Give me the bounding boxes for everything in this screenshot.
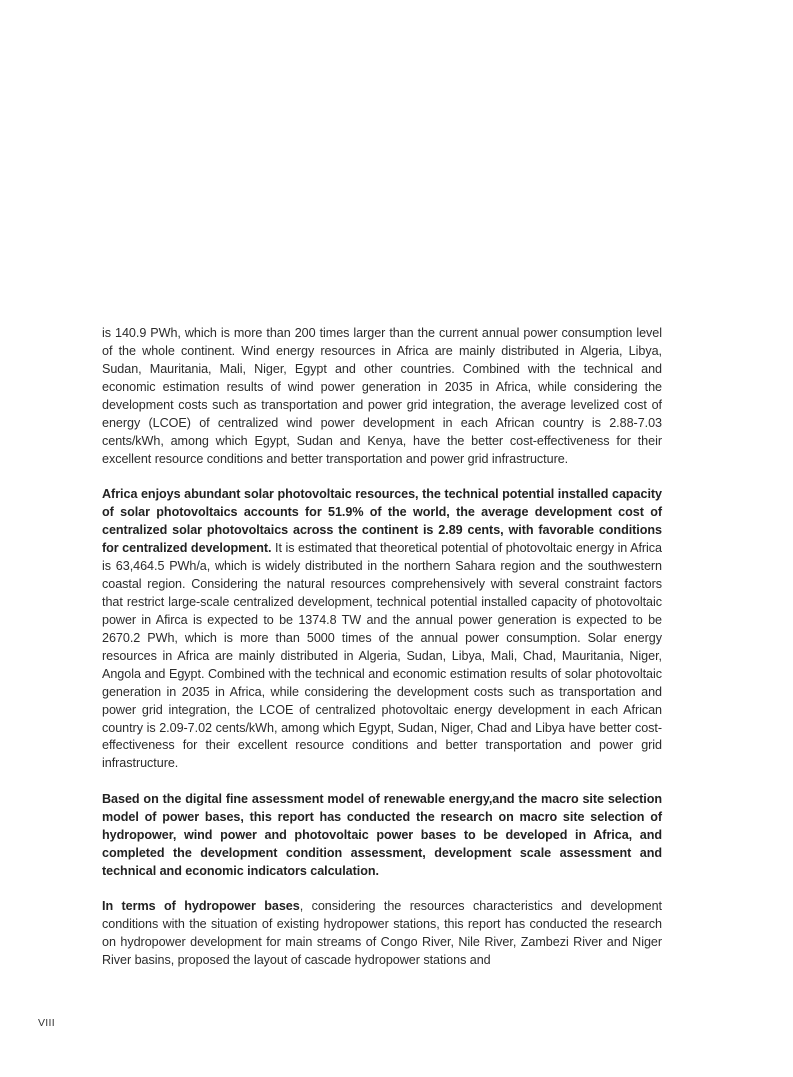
paragraph-bold-lead: Based on the digital fine assessment model of renewable energy,and the macro site selection model of power bases, this report has conducted the research on macro site selection of hydropower, wind power and photovoltaic power bases to be developed in Africa, and completed the development condition assessment, development scale assessment and technical and economic indicators calculation. — [102, 791, 662, 878]
paragraph-text: , considering the resources characteristics and development conditions with the situation of existing hydropower stations, this report has conducted the research on hydropower development for main streams of Congo River, Nile River, Zambezi River and Niger River basins, proposed the layout of cascade hydropower stations and — [102, 899, 663, 967]
page-number: VIII — [38, 1017, 55, 1029]
paragraph-solar-energy — [102, 486, 662, 773]
paragraph-site-selection — [102, 791, 662, 881]
paragraph-hydropower — [102, 898, 662, 970]
paragraph-wind-energy — [102, 325, 662, 469]
paragraph-bold-lead: Africa enjoys abundant solar photovoltaic resources, the technical potential installed capacity of solar photovoltaics accounts for 51.9% of the world, the average development cost of centralized solar photovoltaics across the continent is 2.89 cents, with favorable conditions for centralized development. — [102, 487, 662, 555]
paragraph-bold-lead: In terms of hydropower bases — [102, 899, 300, 914]
body-text — [102, 325, 662, 987]
paragraph-text: It is estimated that theoretical potential of photovoltaic energy in Africa is 63,464.5 PWh/a, which is widely distributed in the northern Sahara region and the southwestern coastal region. Considering the natural resources comprehensively with several constraint factors that restrict large-scale centralized development, technical potential installed capacity of photovoltaic power in Afirca is expected to be 1374.8 TW and the annual power generation is expected to be 2670.2 PWh, which is more than 5000 times of the annual power consumption. Solar energy resources in Africa are mainly distributed in Algeria, Sudan, Libya, Mali, Chad, Mauritania, Niger, Angola and Egypt. Combined with the technical and economic estimation results of solar photovoltaic generation in 2035 in Africa, while considering the development costs such as transportation and power grid integration, the LCOE of centralized photovoltaic energy development in each African country is 2.09-7.02 cents/kWh, among which Egypt, Sudan, Niger, Chad and Libya have better cost-effectiveness for their excellent resource conditions and better transportation and power grid infrastructure. — [102, 540, 662, 771]
paragraph-text: is 140.9 PWh, which is more than 200 times larger than the current annual power consumption level of the whole continent. Wind energy resources in Africa are mainly distributed in Algeria, Libya, Sudan, Mauritania, Mali, Niger, Egypt and other countries. Combined with the technical and economic estimation results of wind power generation in 2035 in Africa, while considering the development costs such as transportation and power grid integration, the average levelized cost of energy (LCOE) of centralized wind power development in each African country is 2.88-7.03 cents/kWh, among which Egypt, Sudan and Kenya, have the better cost-effectiveness for their excellent resource conditions and better transportation and power grid infrastructure. — [102, 326, 662, 466]
